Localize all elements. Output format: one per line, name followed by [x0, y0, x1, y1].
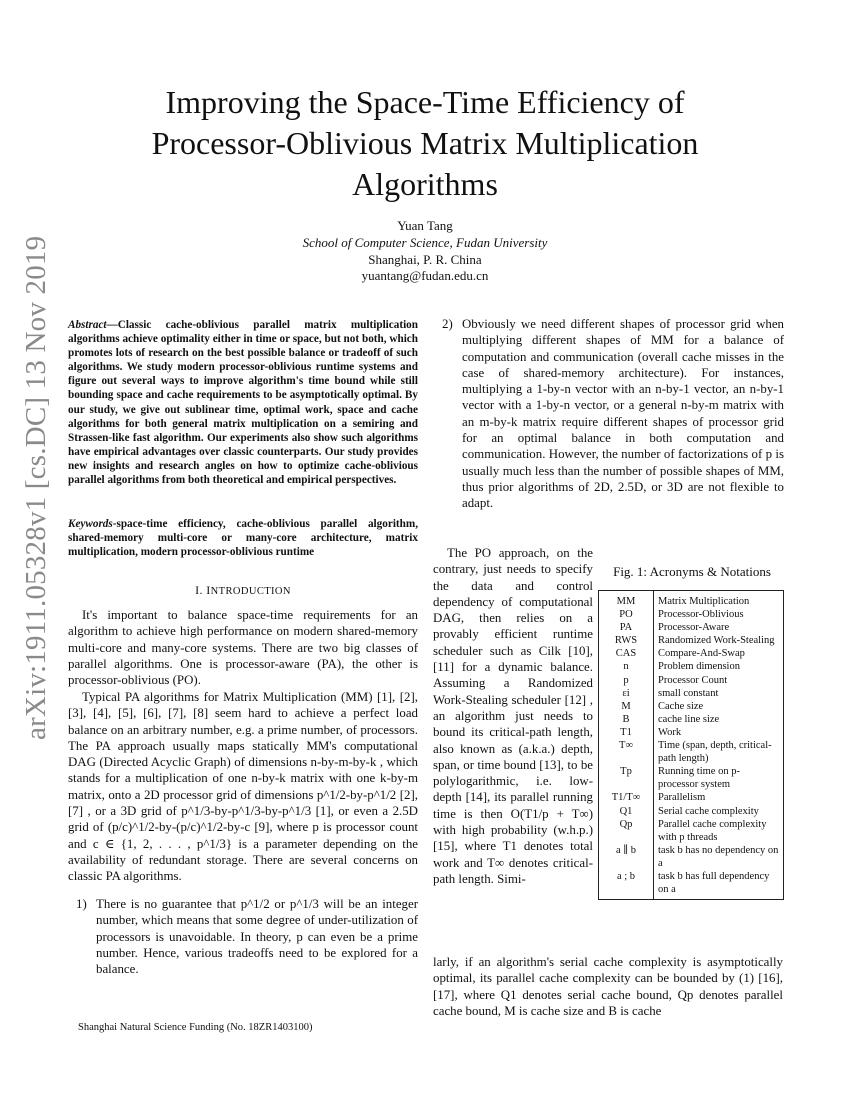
keywords-text: -space-time efficiency, cache-oblivious parallel algorithm, shared-memory multi-core or many-core architecture, matrix multiplication, modern processor-oblivious runtime: [68, 518, 418, 559]
table-row: [599, 621, 784, 634]
table-row: [599, 739, 784, 765]
acronym-value: Processor-Oblivious: [658, 609, 744, 621]
paper-title: Improving the Space-Time Efficiency of Processor-Oblivious Matrix Multiplication Algorithms: [151, 84, 699, 202]
arxiv-identifier: arXiv:1911.05328v1 [cs.DC] 13 Nov 2019: [20, 235, 52, 740]
footnote: Shanghai Natural Science Funding (No. 18ZR1403100): [78, 1022, 313, 1033]
acronym-key: n: [599, 660, 654, 673]
table-row: [599, 660, 784, 673]
acronym-value: Cache size: [658, 700, 704, 712]
concern-number: 2): [442, 317, 453, 331]
acronym-key: PO: [599, 608, 654, 621]
acronym-value: Randomized Work-Stealing: [658, 635, 775, 647]
acronym-value: Time (span, depth, critical-path length): [658, 740, 772, 765]
author-location: Shanghai, P. R. China: [368, 252, 482, 267]
acronym-key: CAS: [599, 647, 654, 660]
intro-paragraph-1: It's important to balance space-time requirements for an algorithm to achieve high performance on modern shared-memory multi-core and many-core systems. There are two big classes of parallel algorithms. One is processor-aware (PA), the other is processor-oblivious (PO).: [68, 608, 418, 688]
acronym-key: εi: [599, 687, 654, 700]
acronym-value: cache line size: [658, 713, 720, 725]
acronym-key: Qp: [599, 818, 654, 844]
acronym-value: Compare-And-Swap: [658, 648, 745, 660]
acronym-value: task b has full dependency on a: [658, 870, 770, 896]
acronym-key: PA: [599, 621, 654, 634]
acronym-key: p: [599, 674, 654, 687]
acronym-key: M: [599, 700, 654, 713]
intro-paragraph-2: Typical PA algorithms for Matrix Multiplication (MM) [1], [2], [3], [4], [5], [6], [7], [8] seem hard to achieve a perfect load balance on an arbitrary number, e.g. a prime number, of processors. The PA approach usually maps statically MM's computational DAG (Directed Acyclic Graph) of dimensions n-by-m-by-k , which stands for a multiplication of one n-by-k matrix with one k-by-m matrix, onto a 2D processor grid of dimensions p^1/2-by-p^1/2 [2], [7] , or a 3D grid of p^1/3-by-p^1/3-by-p^1/3 [1], or even a 2.5D grid of (p/c)^1/2-by-(p/c)^1/2-by-c [9], where p is processor count and c ∈ {1, 2, . . . , p^1/3} is a parameter depending on the availability of redundant storage. There are several concerns on classic PA algorithms.: [68, 690, 418, 884]
table-row: [599, 844, 784, 870]
author-name: Yuan Tang: [397, 218, 453, 233]
acronym-value: small constant: [658, 687, 719, 699]
table-row: [599, 870, 784, 900]
abstract-label: Abstract: [68, 319, 107, 331]
table-row: [599, 647, 784, 660]
acronym-value: Serial cache complexity: [658, 805, 759, 817]
po-paragraph: The PO approach, on the contrary, just needs to specify the data and control dependency of computational DAG, then relies on a provably efficient runtime scheduler such as Cilk [10], [11] for a dynamic balance. Assuming a Randomized Work-Stealing scheduler [12] , an algorithm just needs to bound its critical-path length, also known as (a.k.a.) depth, span, or time bound [13], to be polylogarithmic, i.e. low-depth [14], its parallel running time is then O(T1/p + T∞) with high probability (w.h.p.) [15], where T1 denotes total work and T∞ denotes critical-path length. Simi-: [433, 545, 783, 945]
table-row: [599, 674, 784, 687]
table-row: [599, 687, 784, 700]
acronym-key: T1: [599, 726, 654, 739]
acronym-key: T∞: [599, 739, 654, 765]
keywords: [68, 517, 418, 559]
acronym-value: Running time on p-processor system: [658, 766, 740, 791]
table-row: [599, 818, 784, 844]
acronym-key: T1/T∞: [599, 791, 654, 804]
acronym-value: Work: [658, 726, 682, 738]
table-row: [599, 726, 784, 739]
acronym-value: Processor Count: [658, 674, 728, 686]
section-heading: I. INTRODUCTION: [195, 583, 291, 597]
acronym-value: Parallelism: [658, 792, 706, 804]
acronym-value: task b has no dependency on a: [658, 844, 779, 869]
acronym-key: MM: [599, 591, 654, 609]
acronym-value: Problem dimension: [658, 661, 740, 673]
table-row: [599, 791, 784, 804]
table-row: [599, 591, 784, 609]
abstract-text: —Classic cache-oblivious parallel matrix multiplication algorithms achieve optimality either in time or space, but not both, which promotes lots of research on the best possible balance or tradeoff of such algorithms. We study modern processor-oblivious runtime systems and figure out several ways to improve algorithm's time bound while still bounding space and cache requirements to be asymptotically optimal. By our study, we give out sublinear time, optimal work, space and cache algorithms for both general matrix multiplication on a semiring and Strassen-like fast algorithm. Our experiments also show such algorithms have empirical advantages over classic counterparts. Our study provides new insights and research angles on how to optimize cache-oblivious parallel algorithms from both theoretical and empirical perspectives.: [68, 319, 418, 487]
table-row: [599, 765, 784, 791]
acronyms-table: [598, 590, 784, 900]
table-row: [599, 713, 784, 726]
acronym-key: Q1: [599, 805, 654, 818]
table-row: [599, 608, 784, 621]
acronym-key: a ; b: [599, 870, 654, 900]
abstract: [68, 318, 418, 487]
table-row: [599, 700, 784, 713]
concern-item-1: [76, 896, 418, 977]
acronym-value: Parallel cache complexity with p threads: [658, 818, 767, 843]
concern-number: 1): [76, 897, 87, 911]
author-affiliation: School of Computer Science, Fudan University: [302, 235, 548, 250]
table-row: [599, 805, 784, 818]
acronym-key: a ∥ b: [599, 844, 654, 870]
author-email: yuantang@fudan.edu.cn: [361, 268, 489, 283]
acronym-key: B: [599, 713, 654, 726]
concern-text: There is no guarantee that p^1/2 or p^1/3 will be an integer number, which means that some degree of under-utilization of processors is unavoidable. In theory, p can even be a prime number. Hence, various tradeoffs need to be explored for a balance.: [96, 897, 418, 977]
acronym-value: Matrix Multiplication: [658, 596, 750, 607]
po-paragraph-continued: larly, if an algorithm's serial cache complexity is asymptotically optimal, its parallel cache complexity can be bounded by (1) [16], [17], where Q1 denotes serial cache bound, Qp denotes parallel cache bound, M is cache size and B is cache: [433, 955, 783, 1018]
figure-caption: Fig. 1: Acronyms & Notations: [613, 564, 771, 579]
acronym-key: RWS: [599, 634, 654, 647]
table-row: [599, 634, 784, 647]
acronym-key: Tp: [599, 765, 654, 791]
acronym-value: Processor-Aware: [658, 622, 730, 634]
concern-text: Obviously we need different shapes of processor grid when multiplying different shapes of MM for a balance of computation and communication (overall cache misses in the case of shared-memory architecture). For instances, multiplying a 1-by-n vector with an n-by-1 vector, an n-by-1 vector with a 1-by-n vector, or a general n-by-m matrix with an m-by-k matrix require different shapes of processor grid for an optimal balance in both computation and communication. However, the number of factorizations of p is usually much less than the number of possible shapes of MM, thus prior algorithms of 2D, 2.5D, or 3D are not flexible to adapt.: [462, 317, 784, 511]
keywords-label: Keywords: [68, 518, 113, 530]
concern-item-2: [442, 316, 784, 512]
